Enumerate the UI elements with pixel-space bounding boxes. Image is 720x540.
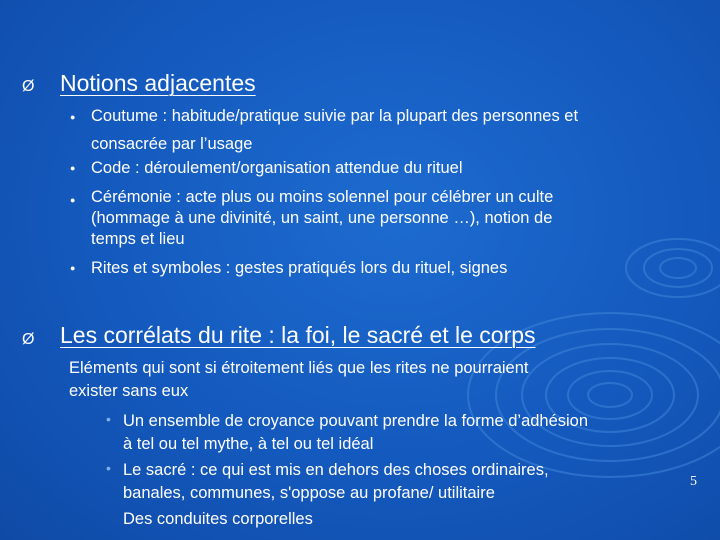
bullet-icon: • [106, 411, 111, 427]
list-item-sacre: Le sacré : ce qui est mis en dehors des choses ordinaires, banales, communes, s'oppose au profane/ utilitaire Des conduites corporelles [123, 461, 549, 528]
list-item-code: Code : déroulement/organisation attendue du rituel [91, 159, 463, 177]
bullet-icon: ● [70, 195, 76, 205]
list-item-rites: Rites et symboles : gestes pratiqués lors du rituel, signes [91, 259, 508, 277]
arrow-bullet-icon: Ø [22, 331, 35, 348]
page-number: 5 [690, 474, 697, 489]
bullet-icon: • [106, 460, 111, 476]
list-item-ceremonie: Cérémonie : acte plus ou moins solennel pour célébrer un culte (hommage à une divinité, un saint, une personne …), notion de temps et lieu [91, 188, 554, 248]
bullet-icon: ● [70, 163, 76, 173]
bullet-icon: ● [70, 112, 76, 122]
bullet-icon: ● [70, 263, 76, 273]
section-heading-notions: Notions adjacentes [60, 70, 256, 96]
section-heading-correlats: Les corrélats du rite : la foi, le sacré et le corps [60, 322, 536, 348]
list-item-coutume: Coutume : habitude/pratique suivie par la plupart des personnes et consacrée par l’usage [91, 107, 579, 153]
list-item-croyance: Un ensemble de croyance pouvant prendre la forme d’adhésion à tel ou tel mythe, à tel ou tel idéal [123, 412, 589, 453]
arrow-bullet-icon: Ø [22, 78, 35, 95]
section2-intro: Eléments qui sont si étroitement liés que les rites ne pourraient exister sans eux [69, 359, 529, 400]
